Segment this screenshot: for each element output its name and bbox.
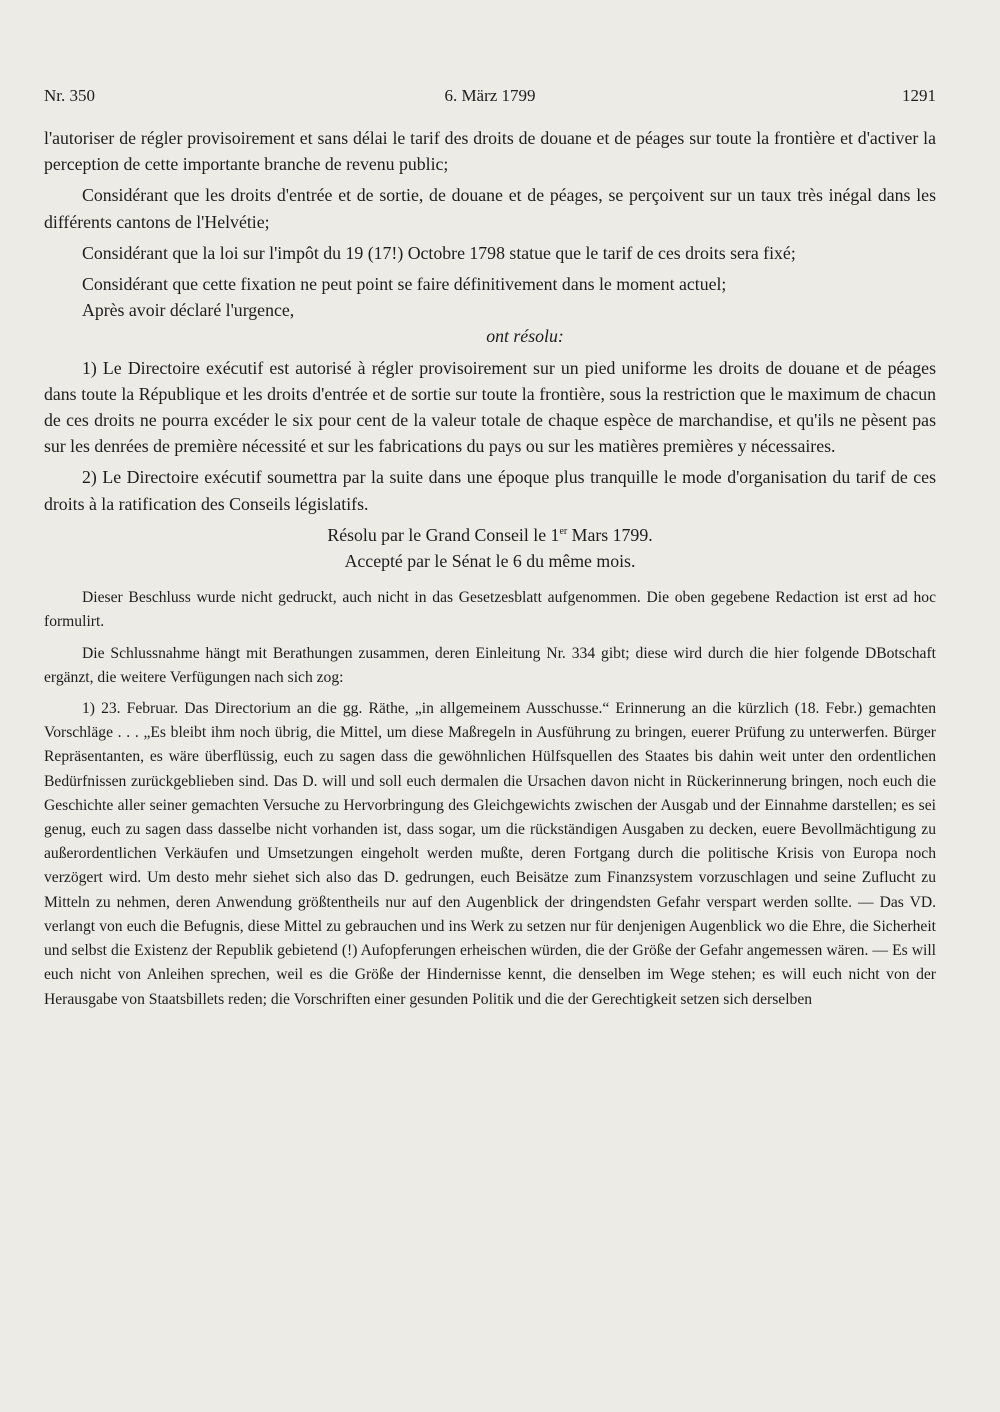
document-number: Nr. 350 [44, 86, 95, 105]
french-considerant: Considérant que la loi sur l'impôt du 19 (17!) Octobre 1798 statue que le tarif de ces droits sera fixé; [82, 242, 796, 263]
german-note: Dieser Beschluss wurde nicht gedruckt, auch nicht in das Gesetzesblatt aufgenommen. Die oben gegebene Redaction ist erst ad hoc formulirt. [44, 589, 936, 631]
resolution-heading: ont résolu: [486, 326, 564, 347]
german-commentary [44, 586, 936, 1011]
header-date: 6. März 1799 [444, 86, 536, 105]
french-considerant: Considérant que les droits d'entrée et de sortie, de douane et de péages, se perçoivent sur un taux très inégal dans les différents cantons de l'Helvétie; [44, 185, 936, 232]
running-header [44, 86, 936, 112]
german-note: Die Schlussnahme hängt mit Berathungen zusammen, deren Einleitung Nr. 334 gibt; diese wird durch die hier folgende DBotschaft ergänzt, die weitere Verfügungen nach sich zog: [44, 644, 936, 686]
page-number: 1291 [902, 86, 936, 105]
french-resolution [44, 125, 936, 574]
signature-senat: Accepté par le Sénat le 6 du même mois. [344, 551, 636, 572]
french-article-1: 1) Le Directoire exécutif est autorisé à régler provisoirement sur un pied uniforme les droits de douane et de péages dans toute la République et les droits d'entrée et de sortie sur toute la frontière, sous la restriction que le maximum de chacun de ces droits ne pourra excéder le six pour cent de la valeur totale de chaque espèce de marchandise, et qu'ils ne pèsent pas sur les denrées de première nécessité et sur les fabrications du pays ou sur les matières premières y nécessaires. [44, 357, 936, 457]
german-message: 1) 23. Februar. Das Directorium an die gg. Räthe, „in allgemeinem Ausschusse.“ Erinnerung an die kürzlich (18. Febr.) gemachten Vorschläge . . . „Es bleibt ihm noch übrig, die Mittel, um diese Maßregeln in Ausführung zu bringen, euerer Prüfung zu unterwerfen. Bürger Repräsentanten, es wäre überflüssig, euch zu sagen dass die gewöhnlichen Hülfsquellen des Staates bis dahin weit unter den ordentlichen Bedürfnissen zurückgeblieben sind. Das D. will und soll euch dermalen die Ursachen davon nicht in Rückerinnerung bringen, noch euch die Geschichte aller seiner gemachten Versuche zu Hervorbringung des Gleichgewichts zwischen der Ausgab und der Einnahme darstellen; es sei genug, euch zu sagen dass dasselbe nicht vorhanden ist, dass sogar, um die rückständigen Ausgaben zu decken, euere Bevollmächtigung zu außerordentlichen Verkäufen und Umsetzungen eingeholt werden mußte, deren Fortgang durch die politische Krisis von Europa noch verzögert wird. Um desto mehr siehet sich also das D. gedrungen, euch Beisätze zum Finanzsystem vorzuschlagen und seine Zuflucht zu Mitteln zu nehmen, deren Anwendung größtentheils nur auf den Augenblick der dringendsten Gefahr verspart werden sollte. — Das VD. verlangt von euch die Befugnis, diese Mittel zu gebrauchen und ins Werk zu setzen nur für denjenigen Augenblick wo die Ehre, die Sicherheit und selbst die Existenz der Republik gebietend (!) Aufopferungen erheischen würden, die der Größe der Gefahr angemessen wären. — Es will euch nicht von Anleihen sprechen, weil es die Größe der Hindernisse kennt, die denselben im Wege stehen; es will euch nicht von der Herausgabe von Staatsbillets reden; die Vorschriften einer gesunden Politik und die der Gerechtigkeit setzen sich derselben [44, 700, 936, 1008]
french-article-2: 2) Le Directoire exécutif soumettra par la suite dans une époque plus tranquille le mode d'organisation du tarif de ces droits à la ratification des Conseils législatifs. [44, 467, 936, 514]
french-considerant: Considérant que cette fixation ne peut point se faire définitivement dans le moment actuel; [82, 274, 727, 295]
signature-grand-conseil: Résolu par le Grand Conseil le 1er Mars 1799. [327, 524, 653, 545]
page-body [44, 125, 936, 1012]
french-urgence: Après avoir déclaré l'urgence, [82, 300, 295, 321]
french-paragraph: l'autoriser de régler provisoirement et sans délai le tarif des droits de douane et de péages sur toute la frontière et d'activer la perception de cette importante branche de revenu public; [44, 128, 936, 175]
